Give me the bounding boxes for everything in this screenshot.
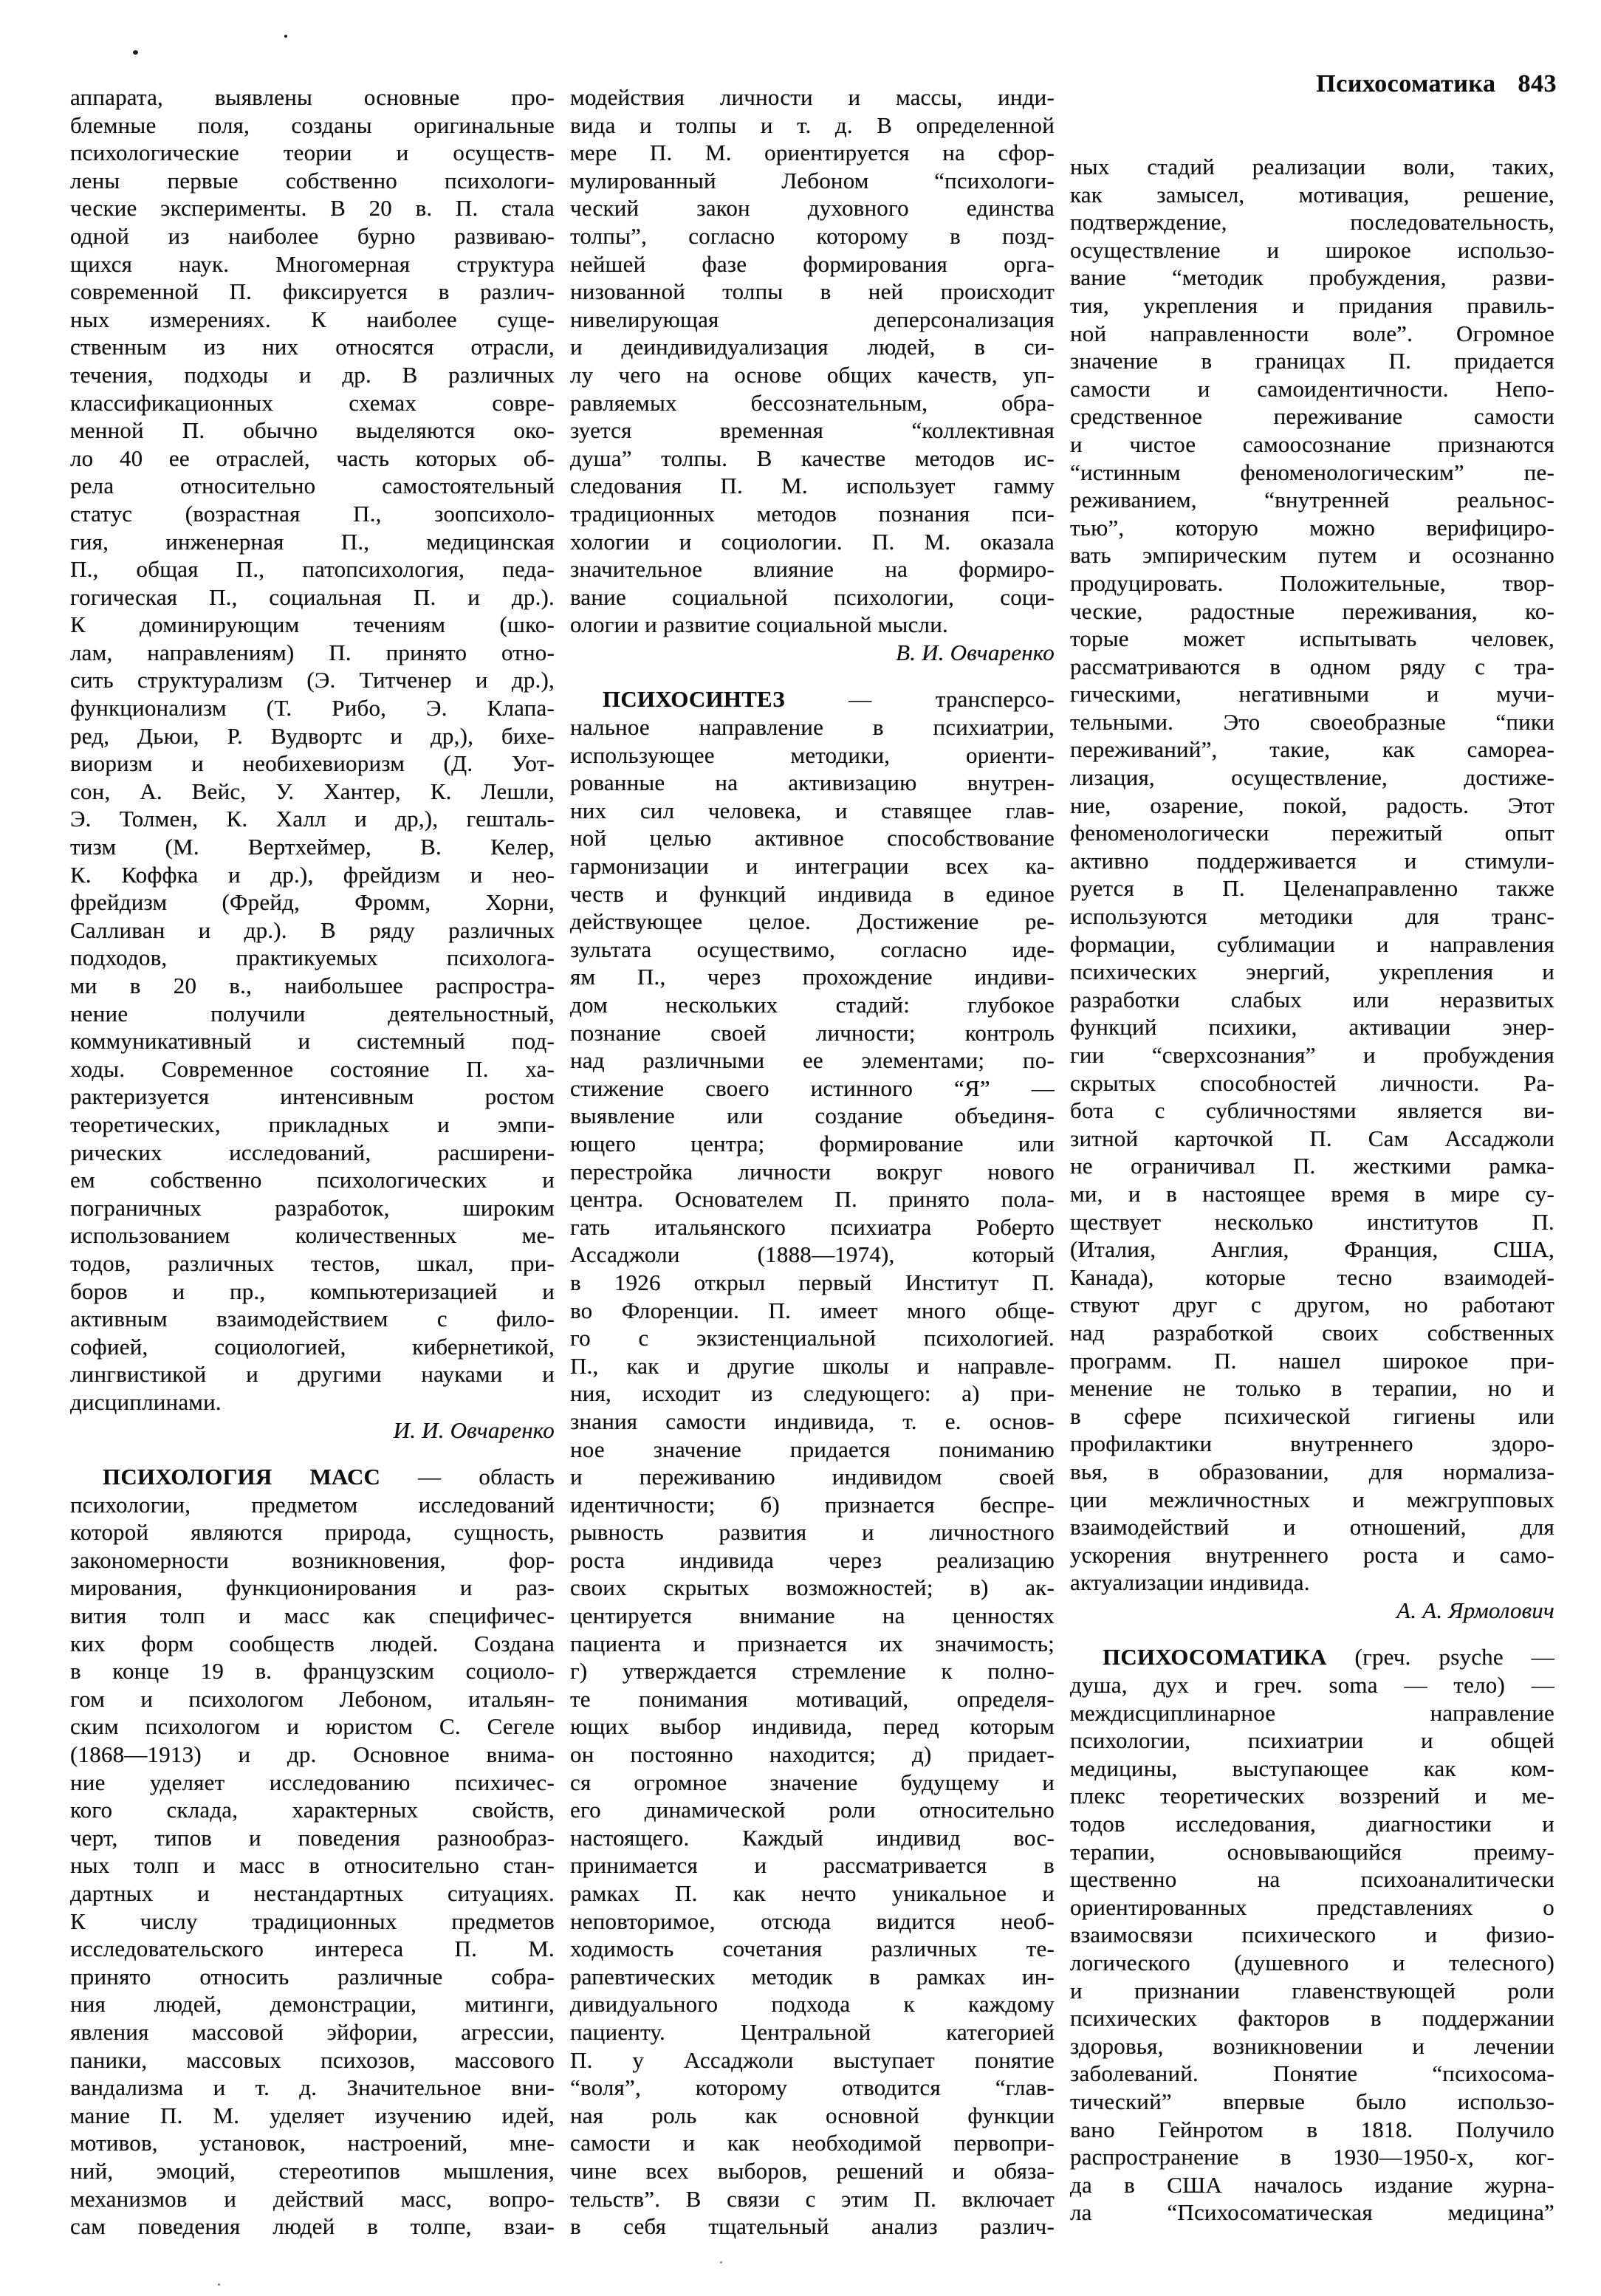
text-line: используются методики для транс- (1070, 903, 1554, 930)
text-line: сить структурализм (Э. Титченер и др.), (70, 667, 555, 693)
text-line: ствуют друг с другом, но работают (1070, 1292, 1554, 1318)
text-line: значительное влияние на формиро- (570, 556, 1055, 583)
text-line: ологии и развитие социальной мысли. (570, 611, 948, 638)
text-line: активно поддерживается и стимули- (1070, 847, 1554, 874)
text-line: ной целью активное способствование (570, 825, 1055, 851)
text-line: познание своей личности; контроль (570, 1019, 1055, 1046)
text-line: в себя тщательный анализ различ- (570, 2213, 1055, 2240)
text-line: вать эмпирическим путем и осознанно (1070, 542, 1554, 569)
text-line: рела относительно самостоятельный (70, 473, 555, 499)
text-line: кого склада, характерных свойств, (70, 1797, 555, 1823)
text-line: лам, направлениям) П. принято отно- (70, 639, 555, 665)
text-line: гогическая П., социальная П. и др.). (70, 583, 555, 610)
text-line: переживаний”, такие, как самореа- (1070, 736, 1554, 763)
text-line: вание социальной психологии, соци- (570, 583, 1055, 610)
text-line: использующее методики, ориенти- (570, 741, 1055, 768)
text-line: толпы”, согласно которому в позд- (570, 222, 1055, 249)
author-signature: А. А. Ярмолович (1396, 1597, 1554, 1623)
text-line: Ассаджоли (1888—1974), который (570, 1241, 1055, 1268)
text-line: и деиндивидуализация людей, в си- (570, 334, 1055, 360)
text-line: бота с субличностями является ви- (1070, 1097, 1554, 1124)
entry-paragraph (1070, 1643, 1554, 2226)
text-line: лизация, осуществление, достиже- (1070, 764, 1554, 791)
text-line: рованные на активизацию внутрен- (570, 770, 1055, 796)
text-line: душа” толпы. В качестве методов ис- (570, 445, 1055, 471)
article-paragraph (570, 83, 1055, 639)
text-line: ческие, радостные переживания, ко- (1070, 597, 1554, 624)
text-line: ная роль как основной функции (570, 2102, 1055, 2128)
text-line: модействия личности и массы, инди- (570, 84, 1055, 110)
text-line: тельными. Это своеобразные “пики (1070, 708, 1554, 735)
text-line: выявление или создание объединя- (570, 1103, 1055, 1129)
text-line: психологии, предметом исследований (70, 1491, 555, 1518)
text-line: П., общая П., патопсихология, педа- (70, 556, 555, 583)
text-line: “воля”, которому отводится “глав- (570, 2074, 1055, 2101)
text-line: ния людей, демонстрации, митинги, (70, 1991, 555, 2018)
text-line: ной направленности воле”. Огромное (1070, 320, 1554, 346)
text-line: хологии и социологии. П. М. оказала (570, 528, 1055, 555)
text-line: разработки слабых или неразвитых (1070, 986, 1554, 1012)
text-line: го с экзистенциальной психологией. (570, 1325, 1055, 1351)
text-line: нальное направление в психиатрии, (570, 714, 1055, 741)
entry-term: ПСИХОЛОГИЯ МАСС (103, 1464, 381, 1490)
text-line: торые может испытывать человек, (1070, 626, 1554, 652)
text-line: гом и психологом Лебоном, итальян- (70, 1685, 555, 1712)
text-line: над разработкой своих собственных (1070, 1319, 1554, 1346)
text-line: Салливан и др.). В ряду различных (70, 916, 555, 943)
text-line: ПСИХОЛОГИЯ МАСС — область (103, 1464, 555, 1490)
text-line: мирования, функционирования и раз- (70, 1574, 555, 1601)
text-line: боров и пр., компьютеризацией и (70, 1278, 555, 1304)
text-line: осуществление и широкое использо- (1070, 236, 1554, 263)
text-line: нивелирующая деперсонализация (570, 306, 1055, 332)
text-line: междисциплинарное направление (1070, 1699, 1554, 1726)
text-line: Канада), которые тесно взаимодей- (1070, 1264, 1554, 1290)
text-line: ПСИХОСИНТЕЗ — трансперсо- (603, 686, 1055, 713)
text-line: ных толп и масс в относительно стан- (70, 1852, 555, 1879)
text-line: равляемых бессознательным, обра- (570, 389, 1055, 416)
text-line: мере П. М. ориентируется на сфор- (570, 140, 1055, 166)
header-spacer (1070, 83, 1554, 153)
text-line: следования П. М. использует гамму (570, 473, 1055, 499)
text-line: не ограничивал П. жесткими рамка- (1070, 1153, 1554, 1179)
text-line: ющего центра; формирование или (570, 1130, 1055, 1156)
text-line: ми в 20 в., наибольшее распростра- (70, 973, 555, 998)
text-line: лингвистикой и другими науками и (70, 1361, 555, 1388)
text-line: течения, подходы и др. В различных (70, 361, 555, 388)
text-line: ским психологом и юристом С. Сегеле (70, 1713, 555, 1740)
text-line: использованием количественных ме- (70, 1222, 555, 1249)
text-line: ственным из них относятся отрасли, (70, 334, 555, 360)
text-line: нейшей фазе формирования орга- (570, 250, 1055, 277)
text-line: во Флоренции. П. имеет много обще- (570, 1297, 1055, 1323)
text-line: менение не только в терапии, но и (1070, 1375, 1554, 1402)
text-line: ких форм сообществ людей. Создана (70, 1630, 555, 1656)
text-line: П., как и другие школы и направле- (570, 1352, 1055, 1379)
text-line: дом нескольких стадий: глубокое (570, 992, 1055, 1018)
text-line: роста индивида через реализацию (570, 1546, 1055, 1573)
text-line: и переживанию индивидом своей (570, 1464, 1055, 1490)
text-line: пограничных разработок, широким (70, 1194, 555, 1221)
text-line: скрытых способностей личности. Ра- (1070, 1069, 1554, 1096)
text-line: формации, сублимации и направления (1070, 931, 1554, 957)
text-line: ции межличностных и межгрупповых (1070, 1486, 1554, 1512)
text-line: гать итальянского психиатра Роберто (570, 1213, 1055, 1240)
text-line: ние, озарение, покой, радость. Этот (1070, 792, 1554, 818)
text-line: низованной толпы в ней происходит (570, 278, 1055, 305)
text-line: фрейдизм (Фрейд, Фромм, Хорни, (70, 889, 555, 916)
text-line: ускорения внутреннего роста и само- (1070, 1541, 1554, 1568)
text-line: и признании главенствующей роли (1070, 1977, 1554, 2004)
column-2 (570, 83, 1055, 2241)
text-line: душа, дух и греч. soma — тело) — (1070, 1672, 1554, 1699)
text-line: средственное переживание самости (1070, 403, 1554, 430)
text-line: П. у Ассаджоли выступает понятие (570, 2046, 1055, 2073)
text-line: активным взаимодействием с фило- (70, 1306, 555, 1332)
text-line: центра. Основателем П. принято пола- (570, 1186, 1055, 1213)
text-line: ное значение придается пониманию (570, 1436, 1055, 1462)
text-line: ходимость сочетания различных те- (570, 1936, 1055, 1962)
text-line: те понимания мотиваций, определя- (570, 1685, 1055, 1712)
text-line: лены первые собственно психологи- (70, 167, 555, 193)
text-line: актуализации индивида. (1070, 1569, 1310, 1596)
text-line: профилактики внутреннего здоро- (1070, 1430, 1554, 1457)
text-line: К числу традиционных предметов (70, 1908, 555, 1934)
author-signature: И. И. Овчаренко (393, 1416, 555, 1443)
text-line: теоретических, прикладных и эмпи- (70, 1111, 555, 1137)
text-line: идентичности; б) признается беспре- (570, 1491, 1055, 1518)
text-line: рывность развития и личностного (570, 1519, 1055, 1546)
text-line: чине всех выборов, решений и обяза- (570, 2157, 1055, 2184)
text-line: черт, типов и поведения разнообраз- (70, 1824, 555, 1851)
text-line: феноменологически пережитый опыт (1070, 820, 1554, 846)
text-line: рамках П. как нечто уникальное и (570, 1880, 1055, 1906)
text-line: классификационных схемах совре- (70, 389, 555, 416)
text-line: психических энергий, укрепления и (1070, 959, 1554, 985)
scan-speck (284, 35, 287, 38)
text-line: ния, исходит из следующего: а) при- (570, 1380, 1055, 1407)
text-line: распространение в 1930—1950-х, ког- (1070, 2144, 1554, 2170)
text-line: вание “методик пробуждения, разви- (1070, 264, 1554, 291)
text-line: дартных и нестандартных ситуациях. (70, 1880, 555, 1906)
text-line: рассматриваются в одном ряду с тра- (1070, 653, 1554, 679)
text-line: ям П., через прохождение индиви- (570, 964, 1055, 990)
text-line: тью”, которую можно верифициро- (1070, 514, 1554, 541)
text-line: дивидуального подхода к каждому (570, 1991, 1055, 2018)
text-line: психических факторов в поддержании (1070, 2005, 1554, 2032)
text-line: (Италия, Англия, Франция, США, (1070, 1236, 1554, 1263)
entry-term: ПСИХОСОМАТИКА (1103, 1644, 1327, 1670)
text-line: виоризм и необихевиоризм (Д. Уот- (70, 750, 555, 777)
text-line: психологические теории и осуществ- (70, 140, 555, 166)
text-line: здоровья, возникновении и лечении (1070, 2032, 1554, 2059)
text-line: ческие эксперименты. В 20 в. П. стала (70, 195, 555, 222)
text-line: блемные поля, созданы оригинальные (70, 112, 555, 138)
text-line: реживанием, “внутренней реальнос- (1070, 487, 1554, 513)
text-line: зультата осуществимо, согласно иде- (570, 936, 1055, 962)
text-line: принимается и рассматривается в (570, 1852, 1055, 1879)
text-line: рактеризуется интенсивным ростом (70, 1083, 555, 1110)
text-line: зуется временная “коллективная (570, 417, 1055, 444)
text-line: аппарата, выявлены основные про- (70, 84, 555, 110)
text-line: ществует несколько институтов П. (1070, 1208, 1554, 1235)
text-line: ходы. Современное состояние П. ха- (70, 1055, 555, 1082)
text-line: тельств”. В связи с этим П. включает (570, 2185, 1055, 2212)
text-line: программ. П. нашел широкое при- (1070, 1347, 1554, 1374)
text-line: логического (душевного и телесного) (1070, 1950, 1554, 1975)
text-line: традиционных методов познания пси- (570, 500, 1055, 527)
text-line: ориентированных представлениях о (1070, 1894, 1554, 1920)
text-columns (70, 83, 1554, 2241)
text-line: своих скрытых возможностей; в) ак- (570, 1574, 1055, 1601)
text-line: Э. Толмен, К. Халл и др,), гешталь- (70, 806, 555, 832)
text-line: щественно на психоаналитически (1070, 1866, 1554, 1893)
text-line: софией, социологией, кибернетикой, (70, 1333, 555, 1360)
text-line: медицины, выступающее как ком- (1070, 1755, 1554, 1781)
text-line: ных стадий реализации воли, таких, (1070, 154, 1554, 179)
text-line: лу чего на основе общих качеств, уп- (570, 361, 1055, 388)
text-line: одной из наиболее бурно развиваю- (70, 222, 555, 249)
text-line: гическими, негативными и мучи- (1070, 681, 1554, 707)
text-line: явления массовой эйфории, агрессии, (70, 2018, 555, 2045)
text-line: ющих выбор индивида, перед которым (570, 1713, 1055, 1740)
text-line: г) утверждается стремление к полно- (570, 1658, 1055, 1685)
text-line: знания самости индивида, т. е. основ- (570, 1408, 1055, 1434)
text-line: щихся наук. Многомерная структура (70, 250, 555, 277)
text-line: заболеваний. Понятие “психосома- (1070, 2060, 1554, 2087)
text-line: механизмов и действий масс, вопро- (70, 2185, 555, 2212)
running-head-title: Психосоматика (1316, 70, 1496, 97)
text-line: рических исследований, расширени- (70, 1139, 555, 1165)
text-line: пациенту. Центральной категорией (570, 2018, 1055, 2045)
text-line: его динамической роли относительно (570, 1797, 1055, 1823)
text-line: подтверждение, последовательность, (1070, 209, 1554, 236)
text-line: действующее целое. Достижение ре- (570, 908, 1055, 935)
text-line: дисциплинами. (70, 1388, 222, 1415)
text-line: мотивов, установок, настроений, мне- (70, 2130, 555, 2156)
text-line: зитной карточкой П. Сам Ассаджоли (1070, 1125, 1554, 1151)
text-line: в конце 19 в. французским социоло- (70, 1658, 555, 1685)
text-line: ние уделяет исследованию психичес- (70, 1769, 555, 1795)
text-line: ем собственно психологических и (70, 1167, 555, 1193)
text-line: закономерности возникновения, фор- (70, 1546, 555, 1573)
text-line: самости и как необходимой первопри- (570, 2130, 1055, 2156)
text-line: современной П. фиксируется в различ- (70, 278, 555, 305)
text-line: функционализм (Т. Рибо, Э. Клапа- (70, 695, 555, 722)
scan-speck (133, 50, 138, 55)
text-line: над различными ее элементами; по- (570, 1047, 1055, 1074)
column-3 (1070, 83, 1554, 2241)
scan-speck (218, 2283, 220, 2286)
text-line: тодов исследования, диагностики и (1070, 1811, 1554, 1837)
text-line: ных измерениях. К наиболее суще- (70, 306, 555, 332)
text-line: продуцировать. Положительные, твор- (1070, 569, 1554, 596)
entry-paragraph (570, 685, 1055, 2240)
text-line: тия, укрепления и придания правиль- (1070, 292, 1554, 318)
text-line: пациента и признается их значимость; (570, 1630, 1055, 1656)
text-line: рапевтических методик в рамках ин- (570, 1963, 1055, 1990)
text-line: ПСИХОСОМАТИКА (греч. psyche — (1103, 1644, 1554, 1670)
text-line: неповторимое, отсюда видится необ- (570, 1908, 1055, 1934)
text-line: значение в границах П. придается (1070, 348, 1554, 374)
text-line: самости и самоидентичности. Непо- (1070, 375, 1554, 402)
text-line: сон, А. Вейс, У. Хантер, К. Лешли, (70, 778, 555, 804)
text-line: вандализма и т. д. Значительное вни- (70, 2074, 555, 2101)
text-line: “истинным феноменологическим” пе- (1070, 459, 1554, 485)
author-signature: В. И. Овчаренко (896, 639, 1055, 665)
text-line: которой являются природа, сущность, (70, 1519, 555, 1546)
column-1 (70, 83, 555, 2241)
text-line: гии “сверхсознания” и пробуждения (1070, 1042, 1554, 1068)
text-line: и чистое самоосознание признаются (1070, 431, 1554, 457)
text-line: тический” впервые было использо- (1070, 2088, 1554, 2114)
text-line: в сфере психической гигиены или (1070, 1402, 1554, 1429)
text-line: коммуникативный и системный под- (70, 1028, 555, 1055)
text-line: взаимосвязи психического и физио- (1070, 1922, 1554, 1948)
text-line: вида и толпы и т. д. В определенной (570, 112, 1055, 138)
text-line: центируется внимание на ценностях (570, 1603, 1055, 1629)
text-line: исследовательского интереса П. М. (70, 1936, 555, 1962)
text-line: гармонизации и интеграции всех ка- (570, 853, 1055, 880)
text-line: статус (возрастная П., зоопсихоло- (70, 500, 555, 527)
text-line: в 1926 открыл первый Институт П. (570, 1269, 1055, 1295)
text-line: нение получили деятельностный, (70, 1000, 555, 1027)
text-line: стижение своего истинного “Я” — (570, 1075, 1055, 1101)
text-line: ло 40 ее отраслей, часть которых об- (70, 445, 555, 471)
text-line: (1868—1913) и др. Основное внима- (70, 1741, 555, 1768)
text-line: ний, эмоций, стереотипов мышления, (70, 2157, 555, 2184)
text-line: тодов, различных тестов, шкал, при- (70, 1250, 555, 1276)
article-paragraph (1070, 153, 1554, 1597)
article-paragraph (70, 83, 555, 1416)
text-line: паники, массовых психозов, массового (70, 2046, 555, 2073)
text-line: ла “Психосоматическая медицина” (1070, 2199, 1554, 2226)
text-line: терапии, основывающийся преиму- (1070, 1838, 1554, 1865)
entry-paragraph (70, 1463, 555, 2241)
text-line: них сил человека, и ставящее глав- (570, 797, 1055, 823)
text-line: менной П. обычно выделяются око- (70, 417, 555, 444)
text-line: ред, Дьюи, Р. Вудвортс и др,), бихе- (70, 722, 555, 749)
page-number: 843 (1518, 70, 1557, 97)
text-line: ми, и в настоящее время в мире су- (1070, 1180, 1554, 1207)
text-line: К. Коффка и др.), фрейдизм и нео- (70, 861, 555, 888)
text-line: как замысел, мотивация, решение, (1070, 181, 1554, 208)
text-line: мулированный Лебоном “психологи- (570, 167, 1055, 193)
text-line: честв и функций индивида в единое (570, 880, 1055, 907)
text-line: К доминирующим течениям (шко- (70, 611, 555, 638)
text-line: да в США началось издание журна- (1070, 2171, 1554, 2198)
text-line: вья, в образовании, для нормализа- (1070, 1458, 1554, 1484)
text-line: подходов, практикуемых психолога- (70, 945, 555, 971)
text-line: тизм (М. Вертхеймер, В. Келер, (70, 834, 555, 860)
entry-term: ПСИХОСИНТЕЗ (603, 686, 785, 713)
text-line: принято относить различные собра- (70, 1963, 555, 1990)
text-line: плекс теоретических воззрений и ме- (1070, 1783, 1554, 1809)
text-line: он постоянно находится; д) придает- (570, 1741, 1055, 1768)
text-line: вития толп и масс как специфичес- (70, 1603, 555, 1629)
text-line: мание П. М. уделяет изучению идей, (70, 2102, 555, 2128)
text-line: руется в П. Целенаправленно также (1070, 875, 1554, 902)
text-line: гия, инженерная П., медицинская (70, 528, 555, 555)
text-line: ся огромное значение будущему и (570, 1769, 1055, 1795)
text-line: настоящего. Каждый индивид вос- (570, 1824, 1055, 1851)
text-line: сам поведения людей в толпе, взаи- (70, 2213, 555, 2240)
text-line: ческий закон духовного единства (570, 195, 1055, 222)
text-line: функций психики, активации энер- (1070, 1014, 1554, 1041)
text-line: перестройка личности вокруг нового (570, 1158, 1055, 1185)
text-line: психологии, психиатрии и общей (1070, 1727, 1554, 1754)
scan-speck (720, 2261, 722, 2264)
text-line: взаимодействий и отношений, для (1070, 1514, 1554, 1541)
text-line: вано Гейнротом в 1818. Получило (1070, 2116, 1554, 2142)
